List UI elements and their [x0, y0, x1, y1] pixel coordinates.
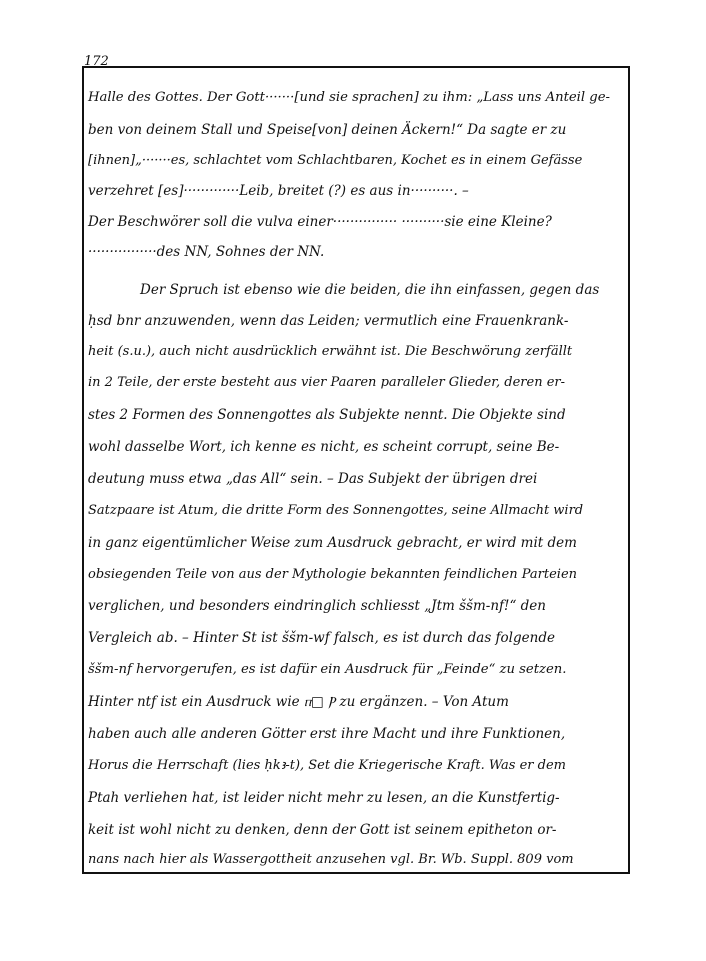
- text-line-17: verglichen, und besonders eindringlich schliesst „Jtm ššm-nf!“ den: [88, 598, 546, 614]
- text-line-4: verzehret [es]·············Leib, breitet (?) es aus in··········. –: [88, 183, 469, 199]
- text-line-16: obsiegenden Teile von aus der Mythologie bekannten feindlichen Parteien: [88, 567, 578, 582]
- text-line-23: Ptah verliehen hat, ist leider nicht mehr zu lesen, an die Kunstfertig-: [88, 790, 560, 806]
- text-line-3: [ihnen]„·······es, schlachtet vom Schlachtbaren, Kochet es in einem Gefässe: [88, 153, 583, 168]
- text-line-13: deutung muss etwa „das All“ sein. – Das Subjekt der übrigen drei: [88, 471, 538, 487]
- text-line-6: ················des NN, Sohnes der NN.: [88, 244, 325, 260]
- text-line-10: in 2 Teile, der erste besteht aus vier Paaren paralleler Glieder, deren er-: [88, 375, 565, 390]
- page-number: 172: [84, 54, 109, 69]
- text-line-9: heit (s.u.), auch nicht ausdrücklich erwähnt ist. Die Beschwörung zerfällt: [88, 344, 573, 359]
- text-line-15: in ganz eigentümlicher Weise zum Ausdruck gebracht, er wird mit dem: [88, 535, 577, 551]
- text-line-11: stes 2 Formen des Sonnengottes als Subjekte nennt. Die Objekte sind: [88, 407, 566, 423]
- text-line-21: haben auch alle anderen Götter erst ihre Macht und ihre Funktionen,: [88, 726, 566, 742]
- text-line-5: Der Beschwörer soll die vulva einer··············· ··········sie eine Kleine?: [88, 214, 552, 230]
- text-line-14: Satzpaare ist Atum, die dritte Form des Sonnengottes, seine Allmacht wird: [88, 503, 584, 518]
- text-line-2: ben von deinem Stall und Speise[von] deinen Äckern!“ Da sagte er zu: [88, 122, 567, 138]
- text-line-1: Halle des Gottes. Der Gott·······[und sie sprachen] zu ihm: „Lass uns Anteil ge-: [88, 90, 611, 105]
- text-line-18: Vergleich ab. – Hinter St ist ššm-wf falsch, es ist durch das folgende: [88, 630, 555, 646]
- text-line-7: Der Spruch ist ebenso wie die beiden, die ihn einfassen, gegen das: [140, 282, 600, 298]
- text-line-8: ḥsd bnr anzuwenden, wenn das Leiden; vermutlich eine Frauenkrank-: [88, 313, 569, 329]
- text-line-25: nans nach hier als Wassergottheit anzusehen vgl. Br. Wb. Suppl. 809 vom: [88, 852, 574, 867]
- text-line-20: Hinter ntf ist ein Ausdruck wie ⲡ□ Ⲣ zu ergänzen. – Von Atum: [88, 694, 509, 710]
- text-line-22: Horus die Herrschaft (lies ḥkꜣ-t), Set die Kriegerische Kraft. Was er dem: [88, 758, 566, 773]
- text-line-19: ššm-nf hervorgerufen, es ist dafür ein Ausdruck für „Feinde“ zu setzen.: [88, 662, 567, 677]
- text-line-12: wohl dasselbe Wort, ich kenne es nicht, es scheint corrupt, seine Be-: [88, 439, 560, 455]
- text-line-24: keit ist wohl nicht zu denken, denn der Gott ist seinem epitheton or-: [88, 822, 557, 838]
